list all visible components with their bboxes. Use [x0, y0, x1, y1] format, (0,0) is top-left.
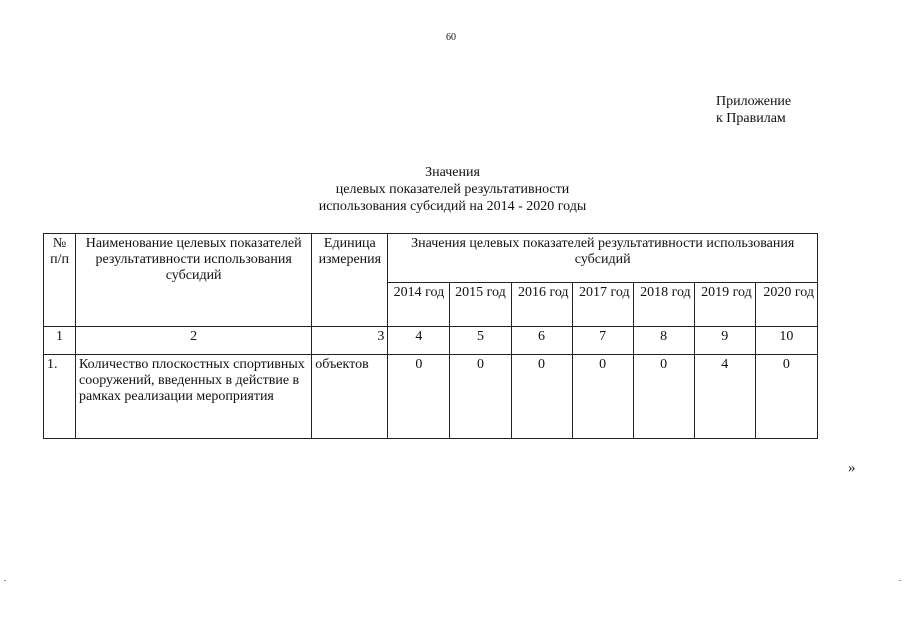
header-num-line-1: № [52, 236, 67, 251]
row-value-2017: 0 [572, 355, 633, 439]
header-values-group: Значения целевых показателей результативности использования субсидий [388, 234, 818, 283]
indicators-table [43, 233, 818, 439]
title-line-1: Значения [425, 165, 480, 180]
column-number: 5 [450, 327, 511, 355]
column-number: 9 [694, 327, 755, 355]
header-num-cell [44, 234, 76, 327]
row-number: 1. [44, 355, 76, 439]
column-number: 7 [572, 327, 633, 355]
row-value-2014: 0 [388, 355, 450, 439]
title-line-3: использования субсидий на 2014 - 2020 годы [318, 199, 587, 214]
document-title [250, 164, 655, 215]
closing-quote: » [848, 460, 856, 476]
header-year-2018: 2018 год [633, 283, 694, 327]
row-indicator-name: Количество плоскостных спортивных сооружений, введенных в действие в рамках реализации мероприятия [76, 355, 312, 439]
header-unit-cell: Единица измерения [312, 234, 388, 327]
row-value-2019: 4 [694, 355, 755, 439]
column-number-row [44, 327, 818, 355]
scan-edge-mark-right [899, 580, 901, 581]
header-year-2014: 2014 год [388, 283, 450, 327]
appendix-line-2: к Правилам [716, 111, 786, 126]
column-number: 8 [633, 327, 694, 355]
column-number: 2 [76, 327, 312, 355]
column-number: 10 [755, 327, 817, 355]
header-year-2017: 2017 год [572, 283, 633, 327]
row-value-2016: 0 [511, 355, 572, 439]
header-year-2019: 2019 год [694, 283, 755, 327]
appendix-note [716, 93, 791, 127]
column-number: 1 [44, 327, 76, 355]
header-row-1 [44, 234, 818, 283]
table-row [44, 355, 818, 439]
column-number: 6 [511, 327, 572, 355]
row-value-2018: 0 [633, 355, 694, 439]
column-number: 3 [312, 327, 388, 355]
header-year-2016: 2016 год [511, 283, 572, 327]
page-number: 60 [446, 32, 456, 43]
scan-edge-mark-left [4, 580, 6, 581]
header-year-2020: 2020 год [755, 283, 817, 327]
row-value-2015: 0 [450, 355, 511, 439]
title-line-2: целевых показателей результативности [335, 182, 570, 197]
row-unit: объектов [312, 355, 388, 439]
column-number: 4 [388, 327, 450, 355]
header-name-cell: Наименование целевых показателей результативности использования субсидий [76, 234, 312, 327]
row-value-2020: 0 [755, 355, 817, 439]
appendix-line-1: Приложение [716, 94, 792, 109]
header-year-2015: 2015 год [450, 283, 511, 327]
header-num-line-2: п/п [50, 252, 69, 267]
